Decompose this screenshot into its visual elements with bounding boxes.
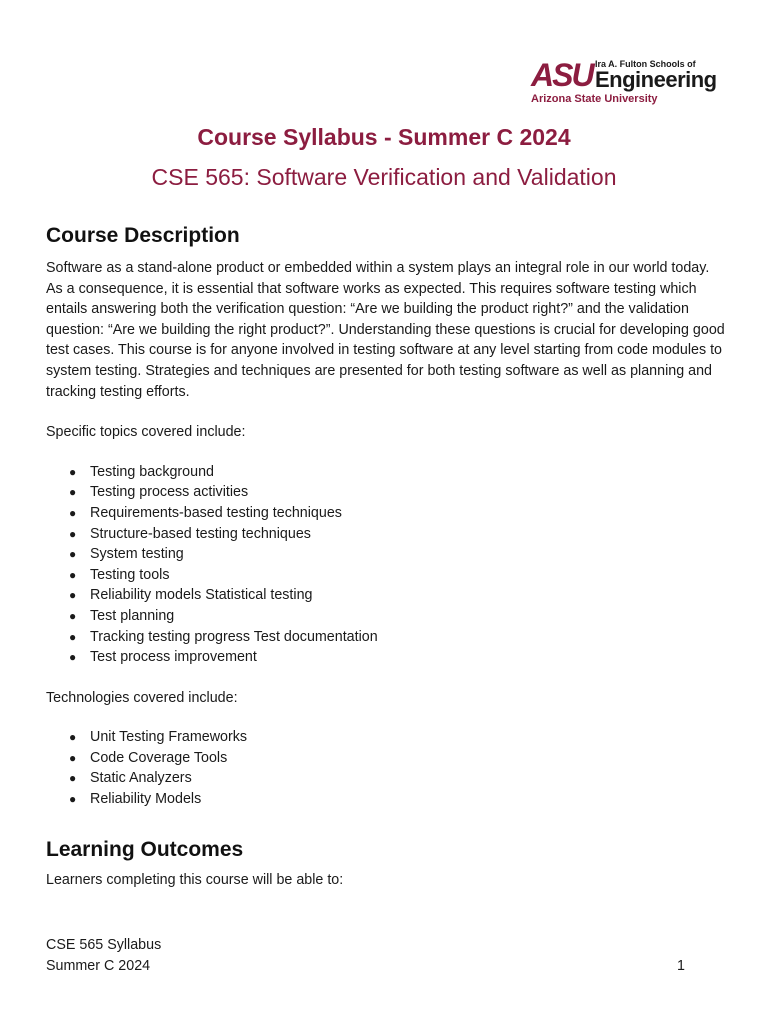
logo-school-name: Ira A. Fulton Schools of	[595, 59, 696, 69]
bullet-icon: ●	[69, 485, 77, 500]
course-description-heading: Course Description	[46, 224, 240, 247]
bullet-icon: ●	[69, 771, 77, 786]
bullet-icon: ●	[69, 505, 77, 520]
bullet-icon: ●	[69, 526, 77, 541]
logo-engineering: Engineering	[595, 67, 717, 92]
list-item: ● Static Analyzers	[46, 768, 726, 789]
asu-logo-mark: ASU	[531, 57, 593, 93]
page-footer	[46, 935, 161, 977]
course-description-text: Software as a stand-alone product or embedded within a system plays an integral role in our world today. As a consequence, it is essential that software works as expected. This requires software testing which entails answering both the verification question: “Are we building the product right?” and the validation question: “Are we building the right product?”. Understanding these questions is crucial for developing good test cases. This course is for anyone involved in testing software at any level starting from code modules to system testing. Strategies and techniques are presented for both testing software as well as planning and tracking testing efforts.	[46, 260, 725, 400]
learning-outcomes-intro: Learners completing this course will be able to:	[46, 871, 344, 888]
page-number: 1	[677, 958, 685, 974]
asu-engineering-logo	[531, 59, 721, 109]
technologies-list	[46, 727, 726, 809]
list-item: ● Reliability models Statistical testing	[46, 585, 726, 606]
list-item: ● Tracking testing progress Test documentation	[46, 627, 726, 648]
bullet-icon: ●	[69, 629, 77, 644]
list-item: ● Code Coverage Tools	[46, 748, 726, 769]
footer-line-course: CSE 565 Syllabus	[46, 937, 162, 953]
bullet-icon: ●	[69, 464, 77, 479]
page-title: Course Syllabus - Summer C 2024	[197, 124, 571, 150]
list-item: ● Testing process activities	[46, 482, 726, 503]
list-item: ● Testing background	[46, 462, 726, 483]
bullet-icon: ●	[69, 567, 77, 582]
learning-outcomes-heading: Learning Outcomes	[46, 837, 244, 861]
list-item: ● Testing tools	[46, 565, 726, 586]
list-item: ● Test planning	[46, 606, 726, 627]
list-item: ● Structure-based testing techniques	[46, 524, 726, 545]
list-item: ● Requirements-based testing techniques	[46, 503, 726, 524]
main-content	[46, 220, 726, 890]
page-subtitle: CSE 565: Software Verification and Validation	[151, 164, 617, 190]
bullet-icon: ●	[69, 730, 77, 745]
topics-list	[46, 462, 726, 668]
list-item: ● Reliability Models	[46, 789, 726, 810]
topics-intro: Specific topics covered include:	[46, 424, 246, 441]
bullet-icon: ●	[69, 588, 77, 603]
bullet-icon: ●	[69, 608, 77, 623]
bullet-icon: ●	[69, 650, 77, 665]
bullet-icon: ●	[69, 547, 77, 562]
logo-university: Arizona State University	[531, 93, 658, 105]
list-item: ● System testing	[46, 544, 726, 565]
bullet-icon: ●	[69, 792, 77, 807]
technologies-intro: Technologies covered include:	[46, 689, 238, 706]
list-item: ● Unit Testing Frameworks	[46, 727, 726, 748]
bullet-icon: ●	[69, 750, 77, 765]
list-item: ● Test process improvement	[46, 647, 726, 668]
footer-line-term: Summer C 2024	[46, 958, 151, 974]
